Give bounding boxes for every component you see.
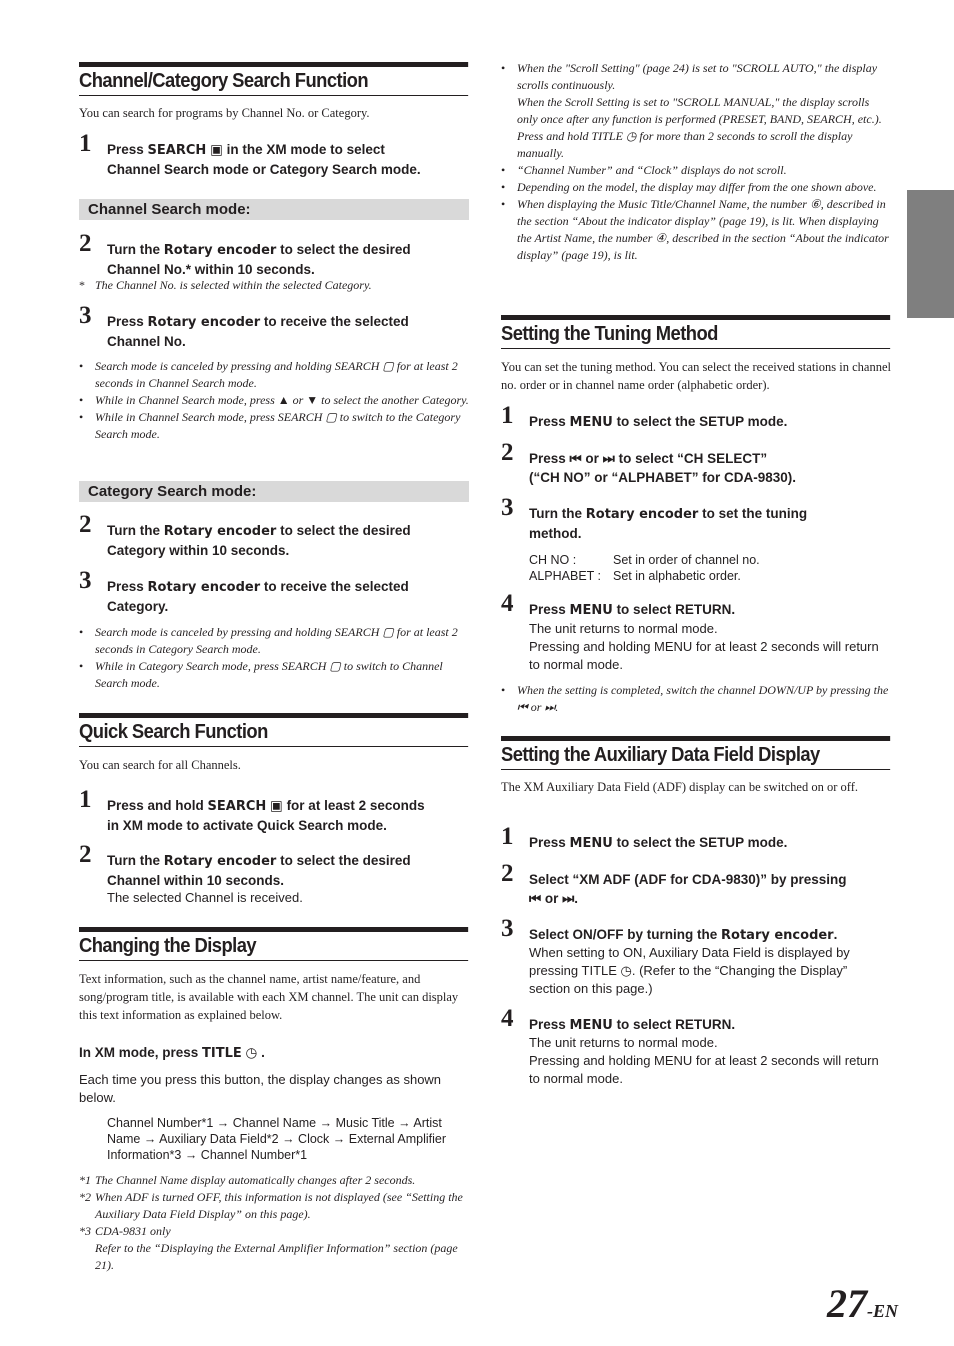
footnotes (79, 1172, 469, 1274)
footnote: * The Channel No. is selected within the selected Category. (79, 278, 372, 292)
note-item: When the Scroll Setting is set to "SCROLL MANUAL," the display scrolls only once after any function is performed (PRESET, BAND, SEARCH, etc.). (517, 95, 882, 126)
heading-changing-display: Changing the Display (79, 927, 468, 961)
search-icon: ▣ (210, 142, 223, 158)
step-number: 1 (79, 130, 92, 157)
step-1: 1 Press MENU to select the SETUP mode. (501, 823, 788, 851)
channel-mode-notes (79, 358, 469, 443)
intro-text: You can search for all Channels. (79, 758, 241, 772)
heading-quick-search: Quick Search Function (79, 713, 468, 747)
step-result: When setting to ON, Auxiliary Data Field is displayed by pressing TITLE ◷. (Refer to the “Changing the Display” section on this page.) (529, 945, 850, 996)
note-item: • When the "Scroll Setting" (page 24) is set to "SCROLL AUTO," the display scrolls continuously. (501, 61, 878, 92)
intro-text: You can set the tuning method. You can select the received stations in channel no. order or in channel name order (alphabetic order). (501, 360, 891, 392)
step-2: 2 Select “XM ADF (ADF for CDA-9830)” by pressing ⏮ or ⏭. (501, 860, 847, 906)
tuning-options: CH NO : Set in order of channel no. ALPHABET : Set in alphabetic order. (529, 553, 760, 583)
intro-text: The XM Auxiliary Data Field (ADF) display can be switched on or off. (501, 780, 858, 794)
step-4: 4 Press MENU to select RETURN. (501, 590, 736, 618)
step-2: 2 Turn the Rotary encoder to select the desired Category within 10 seconds. (79, 511, 411, 558)
note-item: • While in Channel Search mode, press SEARCH ▢ to switch to the Category Search mode. (79, 410, 461, 441)
page-number: 27-EN (827, 1281, 898, 1326)
note-item: • When displaying the Music Title/Channel Name, the number ⑥, described in the section “About the indicator display” (page 19), is lit. When displaying the Artist Name, the number ④, described in the section “About the indicator display” (page 19), is lit. (501, 197, 889, 262)
footnote: *2 When ADF is turned OFF, this information is not displayed (see “Setting the Auxiliary Data Field Display” on this page). (79, 1190, 463, 1221)
step-result: The selected Channel is received. (107, 890, 303, 905)
note-item: • “Channel Number” and “Clock” displays do not scroll. (501, 163, 787, 177)
channel-search-mode-header: Channel Search mode: (79, 199, 469, 220)
step-1: 1 Press and hold SEARCH ▣ for at least 2 seconds in XM mode to activate Quick Search mode. (79, 786, 425, 833)
display-change-text: Each time you press this button, the display changes as shown below. (79, 1072, 442, 1105)
footnote: Refer to the “Displaying the External Amplifier Information” section (page 21). (95, 1241, 458, 1272)
step-result: The unit returns to normal mode. Pressing and holding MENU for at least 2 seconds will return to normal mode. (529, 621, 879, 672)
category-mode-notes (79, 624, 469, 692)
footnote: *3 CDA-9831 only (79, 1224, 171, 1238)
note-item: Press and hold TITLE ◷ for more than 2 seconds to scroll the display manually. (517, 129, 853, 160)
step-2: 2 Turn the Rotary encoder to select the desired Channel No.* within 10 seconds. (79, 230, 411, 277)
note-item: • Search mode is canceled by pressing and holding SEARCH ▢ for at least 2 seconds in Channel Search mode. (79, 359, 458, 390)
note-item: • Search mode is canceled by pressing and holding SEARCH ▢ for at least 2 seconds in Category Search mode. (79, 625, 458, 656)
note-item: • While in Channel Search mode, press ▲ or ▼ to select the another Category. (79, 393, 469, 407)
display-sequence: Channel Number*1 → Channel Name → Music Title → Artist Name → Auxiliary Data Field*2 → Clock → External Amplifier Information*3 → Channel Number*1 (107, 1116, 447, 1162)
heading-channel-category-search: Channel/Category Search Function (79, 62, 468, 96)
step-1: 1 Press MENU to select the SETUP mode. (501, 402, 788, 430)
step-1: 1 Press SEARCH ▣ in the XM mode to select Channel Search mode or Category Search mode. (79, 130, 421, 177)
note-item: • Depending on the model, the display may differ from the one shown above. (501, 180, 877, 194)
step-2: 2 Turn the Rotary encoder to select the desired Channel within 10 seconds. (79, 841, 411, 888)
step-result: The unit returns to normal mode. Pressing and holding MENU for at least 2 seconds will return to normal mode. (529, 1035, 879, 1086)
step-2: 2 Press ⏮ or ⏭ to select “CH SELECT” (“CH NO” or “ALPHABET” for CDA-9830). (501, 439, 797, 485)
category-search-mode-header: Category Search mode: (79, 481, 469, 502)
in-xm-mode-instruction: In XM mode, press TITLE ◷ . (79, 1045, 265, 1061)
note-item: • While in Category Search mode, press SEARCH ▢ to switch to Channel Search mode. (79, 659, 443, 690)
heading-auxiliary-data-field: Setting the Auxiliary Data Field Display (501, 736, 890, 770)
clock-icon: ◷ (245, 1045, 258, 1061)
heading-tuning-method: Setting the Tuning Method (501, 315, 890, 349)
scroll-notes (501, 60, 891, 264)
step-3: 3 Select ON/OFF by turning the Rotary encoder. (501, 915, 838, 943)
search-icon: ▣ (270, 798, 283, 814)
note-item: • When the setting is completed, switch the channel DOWN/UP by pressing the ⏮ or ⏭. (501, 683, 889, 714)
step-3: 3 Press Rotary encoder to receive the selected Category. (79, 567, 409, 614)
section-side-tab (907, 190, 954, 318)
step-3: 3 Turn the Rotary encoder to set the tuning method. (501, 494, 808, 541)
intro-text: Text information, such as the channel name, artist name/feature, and song/program title, is available with each XM channel. The unit can display this text information as explained below. (79, 972, 459, 1022)
step-4: 4 Press MENU to select RETURN. (501, 1005, 736, 1033)
footnote: *1 The Channel Name display automatically changes after 2 seconds. (79, 1173, 416, 1187)
intro-text: You can search for programs by Channel No. or Category. (79, 106, 370, 120)
step-3: 3 Press Rotary encoder to receive the selected Channel No. (79, 302, 409, 349)
